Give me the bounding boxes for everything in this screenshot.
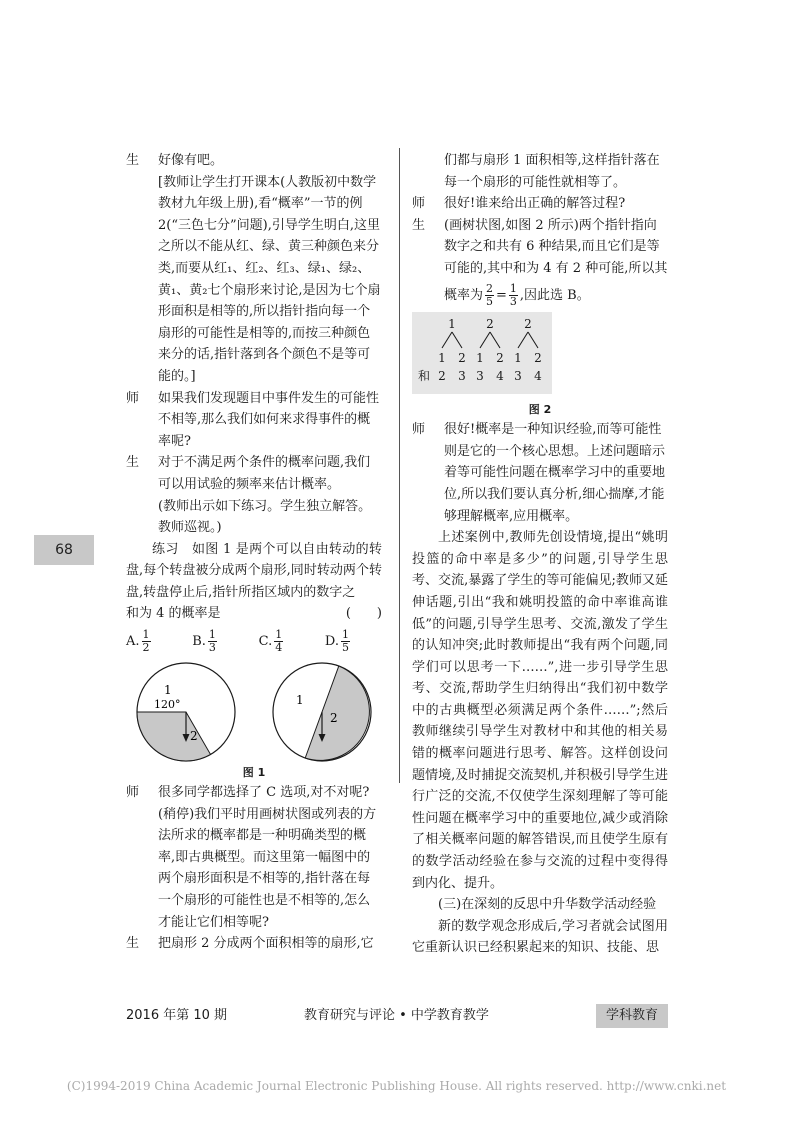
left-column bbox=[126, 150, 382, 955]
denominator: 4 bbox=[275, 641, 283, 655]
numerator: 1 bbox=[509, 281, 517, 295]
sector-label-2: 2 bbox=[330, 711, 338, 726]
fraction bbox=[509, 283, 518, 308]
figure-1-spinners bbox=[126, 660, 382, 764]
option-d bbox=[325, 629, 352, 654]
fraction bbox=[485, 283, 494, 308]
tree-top-node: 1 bbox=[448, 316, 456, 331]
numerator: 1 bbox=[208, 628, 216, 642]
option-b bbox=[192, 629, 219, 654]
column-divider bbox=[399, 148, 400, 783]
tree-leaf-node: 2 bbox=[458, 350, 466, 365]
numerator: 1 bbox=[275, 628, 283, 642]
dialogue-line bbox=[126, 452, 382, 495]
probability-formula-line bbox=[412, 283, 668, 308]
dialogue-line bbox=[126, 933, 382, 955]
dialogue-text: 很好!概率是一种知识经验,而等可能性则是它的一个核心思想。上述问题暗示着等可能性问题在概率学习中的重要地位,所以我们要认真分析,细心揣摩,才能够理解概率,应用概率。 bbox=[444, 422, 666, 524]
denominator: 3 bbox=[509, 294, 517, 308]
tree-leaf-node: 2 bbox=[496, 350, 504, 365]
tree-branch bbox=[480, 332, 490, 348]
tree-sum-value: 2 bbox=[438, 368, 446, 383]
tree-top-node: 2 bbox=[524, 316, 532, 331]
tree-leaf-node: 1 bbox=[438, 350, 446, 365]
option-c bbox=[259, 629, 286, 654]
dialogue-line bbox=[412, 215, 668, 280]
exercise-text-end: 和为 4 的概率是 bbox=[126, 606, 221, 622]
teacher-note: [教师让学生打开课本(人教版初中数学教材九年级上册),看“概率”一节的例 2(“三色七分”问题),引导学生明白,这里之所以不能从红、绿、黄三种颜色来分类,而要从红₁、红₂、红₃、绿₁、绿₂、黄₁、黄₂七个扇形来讨论,是因为七个扇形面积是相等的,所以指针指向每一个扇形的可能性是相等的,而按三种颜色来分的话,指针落到各个颜色不是等可能的。] bbox=[158, 174, 381, 384]
fraction bbox=[142, 629, 151, 654]
sum-row-label: 和 bbox=[417, 368, 431, 383]
body-paragraph: 上述案例中,教师先创设情境,提出“姚明投篮的命中率是多少”的问题,引导学生思考、交流,暴露了学生的等可能偏见;教师又延伸话题,引出“我和姚明投篮的命中率谁高谁低”的问题,引导学生思考、交流,激发了学生的认知冲突;此时教师提出“我有两个问题,同学们可以思考一下……”,进一步引导学生思考、交流,帮助学生归纳得出“我们初中数学中的古典概型必须满足两个条件……”;然后教师继续引导学生对教材中和其他的相关易错的概率问题进行思考、解答。这样创设问题情境,及时捕捉交流契机,并积极引导学生进行广泛的交流,不仅使学生深刻理解了等可能性问题在概率学习中的重要地位,减少或消除了相关概率问题的解答错误,而且使学生原有的数学活动经验在参与交流的过程中变得得到内化、提升。 bbox=[412, 530, 668, 891]
denominator: 3 bbox=[208, 641, 216, 655]
spinner-right bbox=[266, 660, 378, 764]
tree-sum-value: 3 bbox=[514, 368, 522, 383]
option-label: A. bbox=[126, 634, 140, 650]
angle-label: 120° bbox=[154, 698, 181, 712]
page-number: 68 bbox=[55, 542, 73, 558]
answer-options bbox=[126, 629, 382, 654]
numerator: 2 bbox=[486, 281, 494, 295]
dialogue-text: 很好!谁来给出正确的解答过程? bbox=[444, 196, 626, 212]
denominator: 5 bbox=[486, 294, 494, 308]
copyright-notice: (C)1994-2019 China Academic Journal Electronic Publishing House. All rights reserved. http://www.cnki.net bbox=[66, 1079, 727, 1093]
dialogue-line bbox=[412, 193, 668, 215]
tree-branch bbox=[442, 332, 452, 348]
option-label: D. bbox=[324, 634, 339, 650]
exercise-last-line bbox=[126, 603, 382, 625]
dialogue-text: 很多同学都选择了 C 选项,对不对呢?(稍停)我们平时用画树状图或列表的方法所求的概率都是一种明确类型的概率,即古典概型。而这里第一幅图中的两个扇形面积是不相等的,指针落在每一个扇形的可能性也是不相等的,怎么才能让它们相等呢? bbox=[158, 785, 377, 930]
fraction bbox=[274, 629, 283, 654]
figure-2-tree-diagram bbox=[412, 312, 552, 394]
tree-leaf-node: 1 bbox=[476, 350, 484, 365]
tree-branch bbox=[490, 332, 500, 348]
dialogue-text: (画树状图,如图 2 所示)两个指针指向数字之和共有 6 种结果,而且它们是等可能的,其中和为 4 有 2 种可能,所以其 bbox=[444, 217, 668, 276]
teacher-note: (教师出示如下练习。学生独立解答。教师巡视。) bbox=[158, 498, 372, 536]
tree-branch bbox=[528, 332, 538, 348]
numerator: 1 bbox=[342, 628, 349, 642]
speaker: 生 bbox=[126, 153, 140, 168]
journal-name: 教育研究与评论 • 中学教育教学 bbox=[304, 1008, 489, 1023]
answer-blank: ( ) bbox=[345, 606, 382, 622]
tree-top-node: 2 bbox=[486, 316, 494, 331]
dialogue-line bbox=[126, 150, 382, 172]
tree-branch bbox=[452, 332, 462, 348]
dialogue-text: 对于不满足两个条件的概率问题,我们可以用试验的频率来估计概率。 bbox=[158, 455, 371, 492]
denominator: 5 bbox=[342, 641, 349, 655]
speaker: 师 bbox=[412, 422, 426, 438]
tree-sum-value: 4 bbox=[496, 368, 504, 383]
dialogue-line bbox=[412, 419, 668, 527]
option-label: B. bbox=[192, 634, 206, 650]
fraction bbox=[208, 629, 217, 654]
tree-sum-value: 3 bbox=[476, 368, 484, 383]
speaker: 生 bbox=[126, 936, 140, 952]
figure-2-caption: 图 2 bbox=[528, 403, 552, 417]
sector-label-1: 1 bbox=[164, 683, 172, 698]
fraction bbox=[341, 629, 350, 654]
speaker: 生 bbox=[126, 455, 140, 471]
tree-leaf-node: 2 bbox=[534, 350, 542, 365]
dialogue-continuation: 们都与扇形 1 面积相等,这样指针落在每一个扇形的可能性就相等了。 bbox=[444, 153, 660, 190]
section-heading: (三)在深刻的反思中升华数学活动经验 bbox=[438, 897, 657, 913]
right-column bbox=[412, 150, 668, 959]
formula-suffix: ,因此选 B。 bbox=[519, 287, 590, 303]
issue-label: 2016 年第 10 期 bbox=[126, 1008, 228, 1023]
speaker: 师 bbox=[126, 390, 140, 406]
body-paragraph: 新的数学观念形成后,学习者就会试图用它重新认识已经积累起来的知识、技能、思 bbox=[412, 918, 668, 956]
equals-sign: = bbox=[496, 287, 507, 303]
formula-prefix: 概率为 bbox=[444, 287, 484, 303]
figure-1-caption: 图 1 bbox=[242, 766, 266, 780]
page-footer bbox=[126, 1004, 668, 1028]
speaker: 师 bbox=[126, 785, 140, 801]
dialogue-text: 把扇形 2 分成两个面积相等的扇形,它 bbox=[158, 936, 374, 952]
dialogue-line bbox=[126, 388, 382, 453]
dialogue-text: 好像有吧。 bbox=[158, 153, 224, 168]
page-number-tab bbox=[34, 535, 94, 565]
denominator: 2 bbox=[142, 641, 150, 655]
speaker: 生 bbox=[412, 217, 426, 233]
option-label: C. bbox=[258, 634, 273, 650]
tree-leaf-node: 1 bbox=[514, 350, 522, 365]
dialogue-text: 如果我们发现题目中事件发生的可能性不相等,那么我们如何来求得事件的概率呢? bbox=[158, 390, 380, 449]
sector-label-2: 2 bbox=[190, 729, 198, 744]
tree-sum-value: 3 bbox=[458, 368, 466, 383]
sector-label-1: 1 bbox=[296, 693, 304, 708]
exercise-text: 练习 如图 1 是两个可以自由转动的转盘,每个转盘被分成两个扇形,同时转动两个转盘,转盘停止后,指针所指区域内的数字之 bbox=[126, 541, 382, 600]
spinner-left bbox=[130, 660, 242, 764]
speaker: 师 bbox=[412, 196, 426, 212]
option-a bbox=[126, 629, 153, 654]
section-badge: 学科教育 bbox=[596, 1004, 668, 1028]
tree-sum-value: 4 bbox=[534, 368, 542, 383]
dialogue-line bbox=[126, 782, 382, 933]
tree-branch bbox=[518, 332, 528, 348]
numerator: 1 bbox=[142, 628, 150, 642]
